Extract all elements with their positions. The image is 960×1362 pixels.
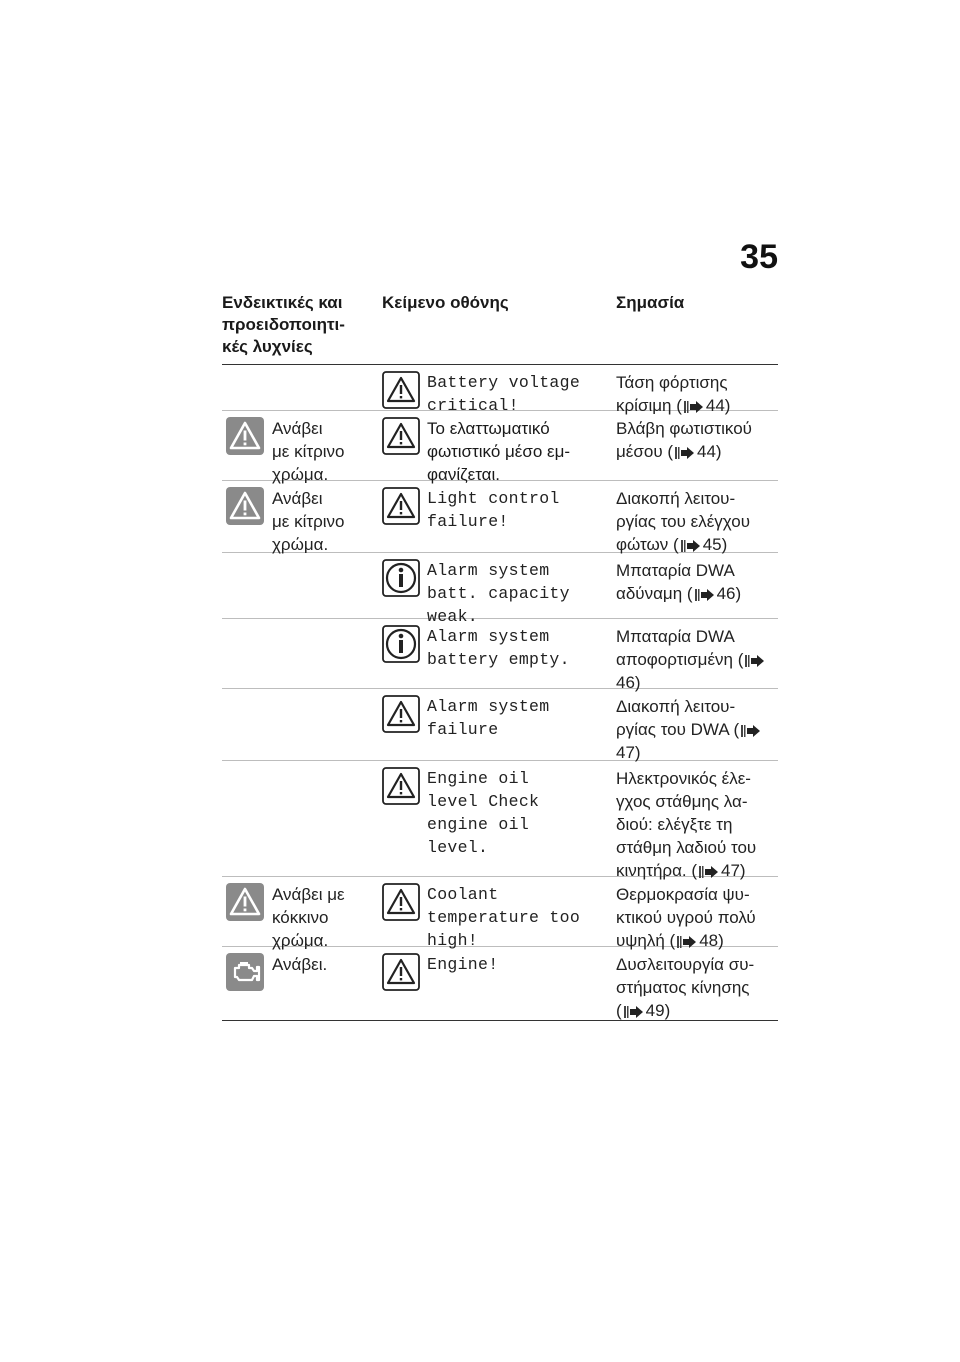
display-message: Alarm system battery empty. <box>427 627 570 669</box>
display-cell <box>382 553 616 626</box>
meaning-cell: Θερμοκρασία ψυ- κτικού υγρού πολύ υψηλή ( 48) <box>616 885 756 950</box>
header-meaning: Σημασία <box>616 293 685 312</box>
meaning-cell: Ηλεκτρονικός έλε- γχος στάθμης λα- διού: ελέγξτε τη στάθμη λαδιού του κινητήρα. ( 47) <box>616 769 757 880</box>
display-message: Light control failure! <box>427 489 560 531</box>
display-cell <box>382 365 616 415</box>
header-lamps: Ενδεικτικές και προειδοποιητι- κές λυχνίες <box>222 293 345 356</box>
display-message: Το ελαττωματικό φωτιστικό μέσο εμ- φανίζεται. <box>427 419 571 484</box>
lamp-cell <box>222 481 382 552</box>
lamp-cell <box>222 877 382 950</box>
warning-lamp-icon <box>226 417 264 455</box>
table-row <box>222 689 778 761</box>
meaning-cell: Μπαταρία DWA αδύναμη ( 46) <box>616 561 742 603</box>
lamp-cell <box>222 947 382 1020</box>
table-row <box>222 411 778 484</box>
engine-lamp-icon <box>226 953 264 991</box>
header-display-text: Κείμενο οθόνης <box>382 293 509 312</box>
display-message: Engine! <box>427 955 499 974</box>
display-message: Battery voltage critical! <box>427 373 581 415</box>
page-reference[interactable]: ( 48) <box>664 931 724 950</box>
lamp-cell <box>222 761 382 876</box>
lamp-cell <box>222 411 382 484</box>
display-cell <box>382 411 616 484</box>
meaning-cell: Μπαταρία DWA αποφορτισμένη (46) <box>616 619 778 688</box>
display-message: Coolant temperature too high! <box>427 885 581 950</box>
display-cell <box>382 947 616 1020</box>
display-cell <box>382 481 616 552</box>
warning-triangle-icon <box>382 767 420 805</box>
display-message: Alarm system failure <box>427 697 550 739</box>
meaning-cell: Διακοπή λειτου- ργίας του DWA (47) <box>616 689 778 760</box>
page-reference[interactable]: (46) <box>616 650 767 692</box>
lamp-cell <box>222 619 382 688</box>
warning-triangle-icon <box>382 883 420 921</box>
meaning-cell: Διακοπή λειτου- ργίας του ελέγχου φώτων ( 45) <box>616 489 751 554</box>
lamp-description: Ανάβει με κίτρινο χρώμα. <box>272 489 345 554</box>
table-row <box>222 947 778 1021</box>
meaning-cell: Δυσλειτουργία συ- στήματος κίνησης ( 49) <box>616 947 778 1020</box>
warning-triangle-icon <box>382 695 420 733</box>
reference-arrow-icon <box>745 655 765 667</box>
table-header <box>222 292 778 364</box>
table-row <box>222 481 778 553</box>
info-icon <box>382 625 420 663</box>
lamp-description: Ανάβει με κίτρινο χρώμα. <box>272 419 345 484</box>
warning-lamps-table <box>222 292 778 1021</box>
display-message: Alarm system batt. capacity weak. <box>427 561 570 626</box>
page-reference[interactable]: ( 44) <box>662 442 722 461</box>
table-row <box>222 877 778 950</box>
reference-arrow-icon <box>699 866 719 878</box>
page-reference[interactable]: ( 45) <box>668 535 728 554</box>
warning-lamp-icon <box>226 883 264 921</box>
display-cell <box>382 619 616 688</box>
reference-arrow-icon <box>741 725 761 737</box>
warning-triangle-icon <box>382 487 420 525</box>
lamp-description: Ανάβει. <box>272 955 328 974</box>
page-reference[interactable]: ( 47) <box>686 861 746 880</box>
lamp-cell <box>222 365 382 410</box>
display-message: Engine oil level Check engine oil level. <box>427 769 540 857</box>
reference-arrow-icon <box>681 540 701 552</box>
reference-arrow-icon <box>675 447 695 459</box>
page-reference[interactable]: ( 46) <box>682 584 742 603</box>
meaning-cell: Τάση φόρτισης κρίσιμη ( 44) <box>616 373 731 415</box>
display-cell <box>382 689 616 760</box>
table-body <box>222 365 778 1021</box>
warning-lamp-icon <box>226 487 264 525</box>
page-reference[interactable]: (47) <box>616 720 763 762</box>
reference-arrow-icon <box>677 936 697 948</box>
warning-triangle-icon <box>382 953 420 991</box>
warning-triangle-icon <box>382 417 420 455</box>
lamp-cell <box>222 553 382 618</box>
page-reference[interactable]: ( 49) <box>616 1001 671 1020</box>
info-icon <box>382 559 420 597</box>
table-row <box>222 365 778 415</box>
meaning-cell: Βλάβη φωτιστικού μέσου ( 44) <box>616 419 752 461</box>
table-row <box>222 553 778 626</box>
page-number: 35 <box>740 238 778 276</box>
table-row <box>222 761 778 880</box>
page-reference[interactable]: ( 44) <box>671 396 731 415</box>
warning-triangle-icon <box>382 371 420 409</box>
lamp-description: Ανάβει με κόκκινο χρώμα. <box>272 885 345 950</box>
lamp-cell <box>222 689 382 760</box>
reference-arrow-icon <box>624 1006 644 1018</box>
reference-arrow-icon <box>695 589 715 601</box>
table-row <box>222 619 778 692</box>
display-cell <box>382 877 616 950</box>
display-cell <box>382 761 616 876</box>
